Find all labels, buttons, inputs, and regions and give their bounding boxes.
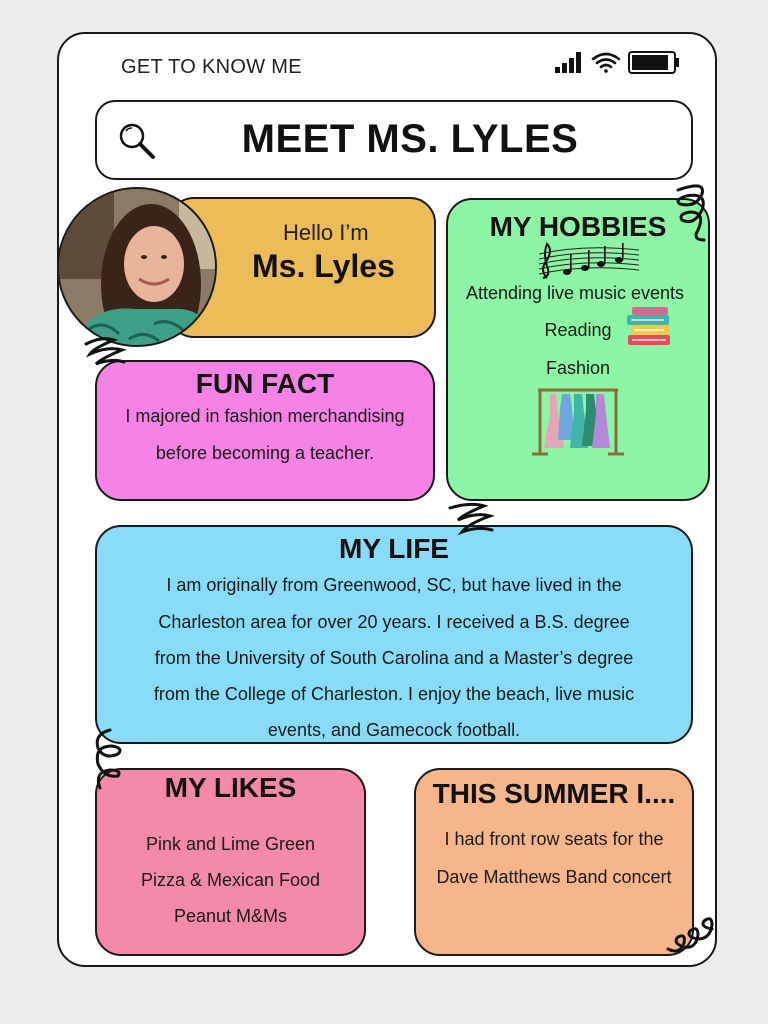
squiggle-icon — [664, 905, 720, 961]
fun-fact-title: FUN FACT — [195, 368, 335, 399]
summer-line: I had front row seats for the — [444, 829, 664, 849]
hobbies-title: MY HOBBIES — [489, 211, 667, 242]
status-title: GET TO KNOW ME — [121, 56, 302, 78]
life-line: from the College of Charleston. I enjoy the beach, live music — [153, 684, 635, 704]
avatar-photo — [59, 189, 217, 347]
squiggle-icon — [82, 334, 128, 374]
books-icon — [624, 305, 674, 349]
page-title: MEET MS. LYLES — [241, 117, 579, 161]
signal-icon — [555, 52, 581, 73]
intro-greeting: Hello I’m — [283, 220, 369, 245]
music-notes-icon — [535, 240, 643, 282]
hobby-item: Attending live music events — [465, 283, 685, 303]
summer-line: Dave Matthews Band concert — [436, 867, 672, 887]
battery-icon — [629, 52, 679, 73]
squiggle-icon — [672, 180, 712, 246]
status-icons — [553, 50, 681, 76]
avatar — [57, 187, 217, 347]
fun-fact-line: before becoming a teacher. — [155, 443, 375, 463]
life-line: Charleston area for over 20 years. I received a B.S. degree — [158, 612, 630, 632]
summer-title: THIS SUMMER I.... — [432, 778, 676, 809]
hobby-item: Reading — [544, 320, 612, 340]
life-line: events, and Gamecock football. — [267, 720, 521, 740]
clothes-rack-icon — [530, 384, 626, 458]
like-item: Pizza & Mexican Food — [140, 870, 321, 890]
life-title: MY LIFE — [339, 533, 449, 564]
like-item: Peanut M&Ms — [173, 906, 288, 926]
wifi-icon — [593, 54, 619, 73]
squiggle-icon — [444, 500, 496, 540]
life-line: from the University of South Carolina and a Master’s degree — [154, 648, 634, 668]
life-line: I am originally from Greenwood, SC, but have lived in the — [166, 575, 622, 595]
squiggle-icon — [88, 726, 128, 792]
search-icon — [115, 119, 159, 163]
likes-title: MY LIKES — [164, 772, 297, 803]
like-item: Pink and Lime Green — [145, 834, 316, 854]
fun-fact-line: I majored in fashion merchandising — [125, 406, 405, 426]
hobby-item: Fashion — [545, 358, 611, 378]
intro-name: Ms. Lyles — [252, 248, 395, 284]
